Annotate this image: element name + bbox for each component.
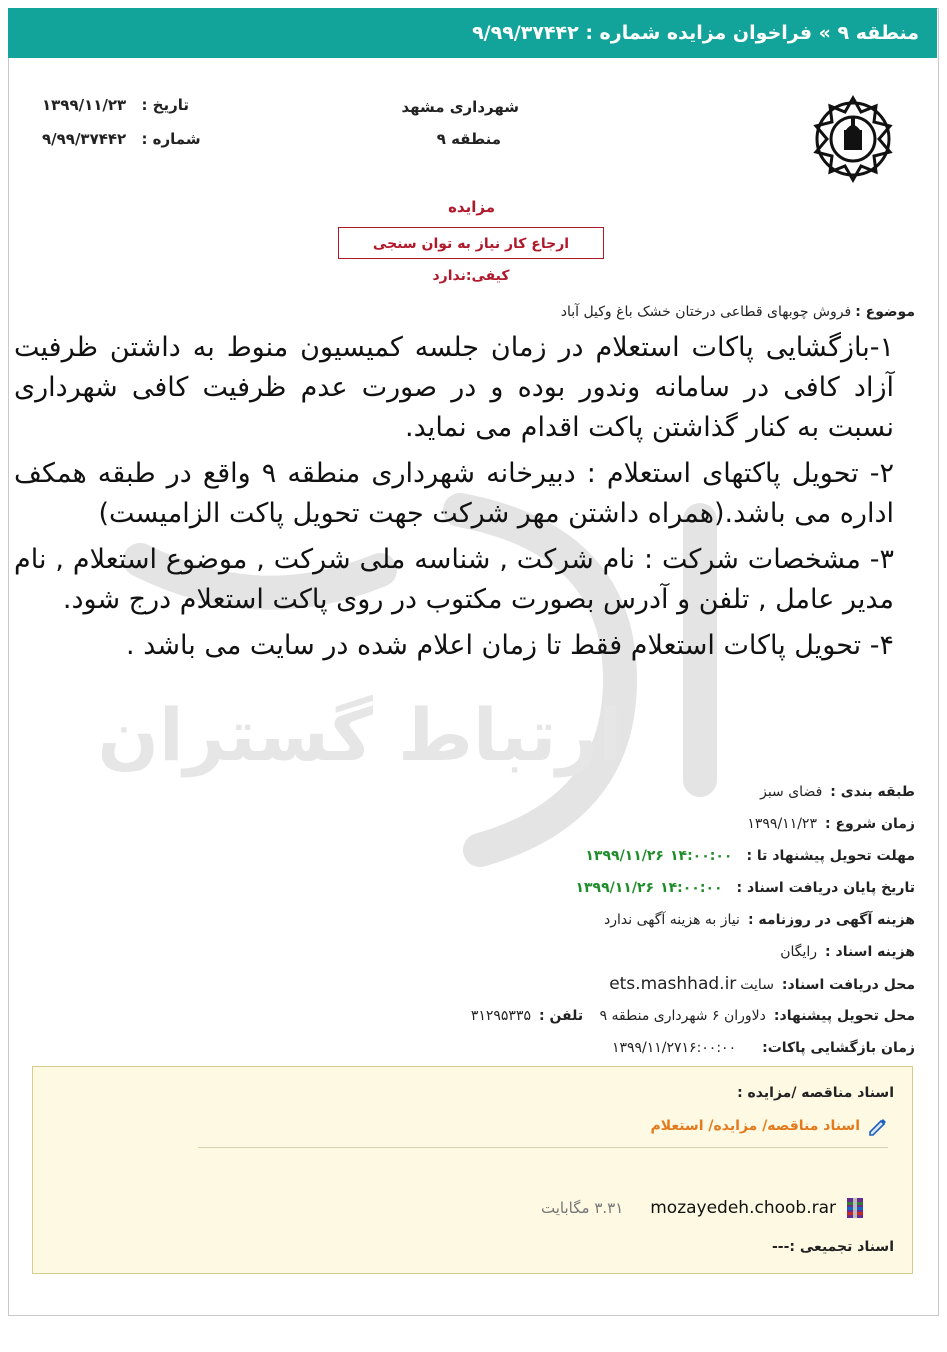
- phone-value: ۳۱۲۹۵۳۳۵: [470, 1008, 531, 1024]
- documents-title: اسناد مناقصه /مزایده :: [737, 1085, 894, 1101]
- notice-number: [42, 130, 201, 148]
- delivery-value: دلاوران ۶ شهرداری منطقه ۹: [599, 1008, 766, 1024]
- page-title-bar: [8, 8, 937, 58]
- rar-archive-icon: [846, 1197, 864, 1219]
- cumulative-value: ---: [771, 1239, 790, 1255]
- category-value: فضای سبز: [760, 784, 823, 800]
- date-value: ۱۳۹۹/۱۱/۲۳: [42, 96, 127, 114]
- docs-end-label: تاریخ پایان دریافت اسناد :: [736, 880, 915, 896]
- ad-cost-label: هزینه آگهی در روزنامه :: [747, 912, 915, 928]
- attachment-file-size: ۳.۳۱ مگابایت: [541, 1199, 624, 1217]
- notice-body: [14, 328, 894, 672]
- ad-cost-row: [35, 904, 915, 936]
- watermark-text: ارتباط گستران: [97, 693, 623, 777]
- ad-cost-value: نیاز به هزینه آگهی ندارد: [604, 912, 740, 928]
- cumulative-docs: [772, 1239, 894, 1255]
- receive-site-link[interactable]: ets.mashhad.ir: [609, 974, 737, 994]
- opening-date: ۱۳۹۹/۱۱/۲۷: [611, 1040, 682, 1056]
- documents-panel: [32, 1066, 913, 1274]
- start-value: ۱۳۹۹/۱۱/۲۳: [747, 816, 817, 832]
- deadline-label: مهلت تحویل پیشنهاد تا :: [746, 848, 915, 864]
- documents-link-label: اسناد مناقصه/ مزایده/ استعلام: [650, 1118, 860, 1134]
- documents-link[interactable]: [650, 1115, 888, 1137]
- deadline-date: ۱۳۹۹/۱۱/۲۶: [585, 848, 664, 864]
- receive-label: محل دریافت اسناد:: [781, 977, 915, 993]
- municipality-name: شهرداری مشهد: [401, 98, 519, 116]
- edit-pencil-icon: [866, 1115, 888, 1137]
- opening-row: [35, 1032, 915, 1064]
- docs-end-time: ۱۴:۰۰:۰۰: [660, 880, 723, 896]
- page-title: منطقه ۹ » فراخوان مزایده شماره : ۹/۹۹/۳۷۴۴۲: [472, 22, 919, 44]
- cumulative-label: اسناد تجمیعی :: [789, 1239, 894, 1255]
- phone-label: تلفن :: [538, 1008, 584, 1024]
- docs-end-date: ۱۳۹۹/۱۱/۲۶: [575, 880, 655, 896]
- subject-value: فروش چوبهای قطاعی درختان خشک باغ وکیل آباد: [560, 304, 852, 320]
- body-paragraph-3: ۳- مشخصات شرکت : نام شرکت , شناسه ملی شرکت , موضوع استعلام , نام مدیر عامل , تلفن و آدرس بصورت مکتوب در روی پاکت استعلام درج شود.: [14, 544, 894, 615]
- attachment-file[interactable]: [650, 1197, 864, 1219]
- deadline-time: ۱۴:۰۰:۰۰: [669, 848, 733, 864]
- doc-cost-value: رایگان: [780, 944, 818, 960]
- body-paragraph-1: ۱-بازگشایی پاکات استعلام در زمان جلسه کمیسیون منوط به داشتن ظرفیت آزاد کافی در سامانه وندور بوده و در صورت عدم ظرفیت کافی شهرداری نسبت به کنار گذاشتن پاکت اقدام می نماید.: [14, 332, 894, 443]
- category-label: طبقه بندی :: [830, 784, 915, 800]
- body-paragraph-4: ۴- تحویل پاکات استعلام فقط تا زمان اعلام شده در سایت می باشد .: [126, 630, 894, 661]
- qualification-box: ارجاع کار نیاز به توان سنجی کیفی:ندارد: [338, 227, 604, 259]
- opening-time: ۱۶:۰۰:۰۰: [681, 1040, 737, 1056]
- opening-label: زمان بازگشایی پاکات:: [762, 1040, 915, 1056]
- region-name: منطقه ۹: [436, 130, 501, 148]
- attachment-file-name: mozayedeh.choob.rar: [650, 1198, 836, 1218]
- receive-row: [35, 968, 915, 1000]
- documents-divider: [198, 1147, 888, 1148]
- subject-label: موضوع :: [855, 304, 915, 320]
- category-row: [35, 776, 915, 808]
- receive-prefix: سایت: [740, 977, 774, 993]
- doc-cost-row: [35, 936, 915, 968]
- subject-line: [561, 304, 915, 320]
- start-label: زمان شروع :: [824, 816, 915, 832]
- doc-cost-label: هزینه اسناد :: [825, 944, 915, 960]
- notice-date: [42, 96, 189, 114]
- start-row: [35, 808, 915, 840]
- date-label: تاریخ :: [141, 96, 190, 114]
- delivery-label: محل تحویل پیشنهاد:: [773, 1008, 915, 1024]
- docs-end-row: [35, 872, 915, 904]
- delivery-row: [35, 1000, 915, 1032]
- municipality-logo-icon: [806, 92, 900, 186]
- deadline-row: [35, 840, 915, 872]
- details-list: [35, 776, 915, 1064]
- notice-type: مزایده: [448, 198, 495, 216]
- number-label: شماره :: [141, 130, 201, 148]
- number-value: ۹/۹۹/۳۷۴۴۲: [42, 130, 127, 148]
- body-paragraph-2: ۲- تحویل پاکتهای استعلام : دبیرخانه شهرداری منطقه ۹ واقع در طبقه همکف اداره می باشد.(همراه داشتن مهر شرکت جهت تحویل پاکت الزامیست): [14, 458, 895, 529]
